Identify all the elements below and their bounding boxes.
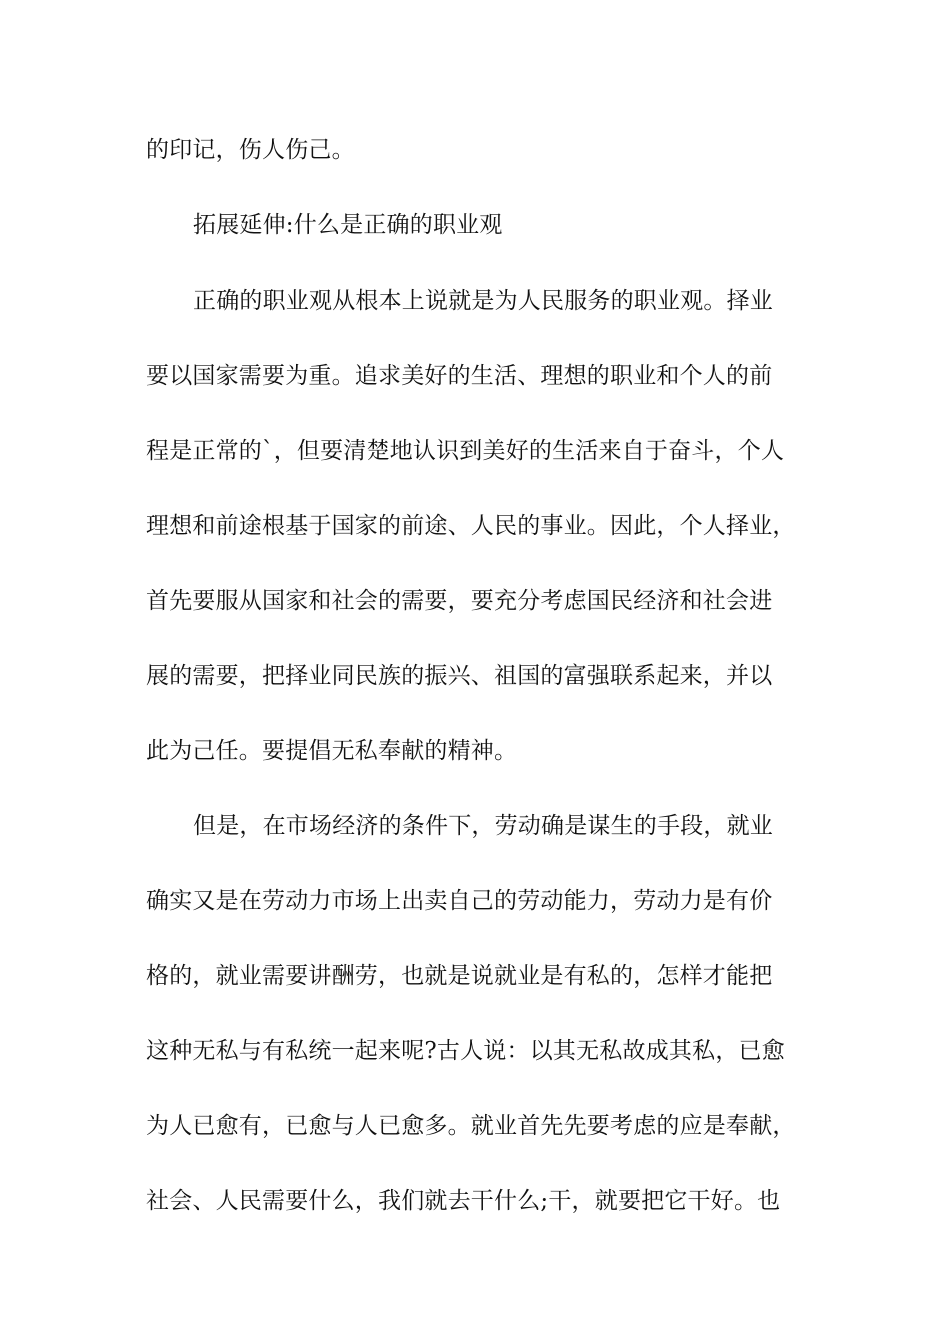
text-line: 这种无私与有私统一起来呢?古人说：以其无私故成其私，已愈 [146, 1038, 785, 1064]
text-line: 为人已愈有，已愈与人已愈多。就业首先先要考虑的应是奉献， [146, 1113, 796, 1139]
text-line: 理想和前途根基于国家的前途、人民的事业。因此，个人择业， [146, 513, 796, 539]
text-line: 要以国家需要为重。追求美好的生活、理想的职业和个人的前 [146, 363, 773, 389]
text-line: 的印记，伤人伤己。 [146, 137, 355, 163]
text-line: 但是，在市场经济的条件下，劳动确是谋生的手段，就业 [193, 813, 773, 839]
text-line: 确实又是在劳动力市场上出卖自己的劳动能力，劳动力是有价 [146, 888, 773, 914]
text-line: 正确的职业观从根本上说就是为人民服务的职业观。择业 [193, 288, 773, 314]
text-line: 此为己任。要提倡无私奉献的精神。 [146, 738, 518, 764]
section-heading: 拓展延伸:什么是正确的职业观 [193, 212, 503, 238]
text-line: 程是正常的`，但要清楚地认识到美好的生活来自于奋斗，个人 [146, 438, 785, 464]
text-line: 格的，就业需要讲酬劳，也就是说就业是有私的，怎样才能把 [146, 963, 773, 989]
text-line: 展的需要，把择业同民族的振兴、祖国的富强联系起来，并以 [146, 663, 773, 689]
text-line: 首先要服从国家和社会的需要，要充分考虑国民经济和社会进 [146, 588, 773, 614]
text-line: 社会、人民需要什么，我们就去干什么;干，就要把它干好。也 [146, 1188, 781, 1214]
